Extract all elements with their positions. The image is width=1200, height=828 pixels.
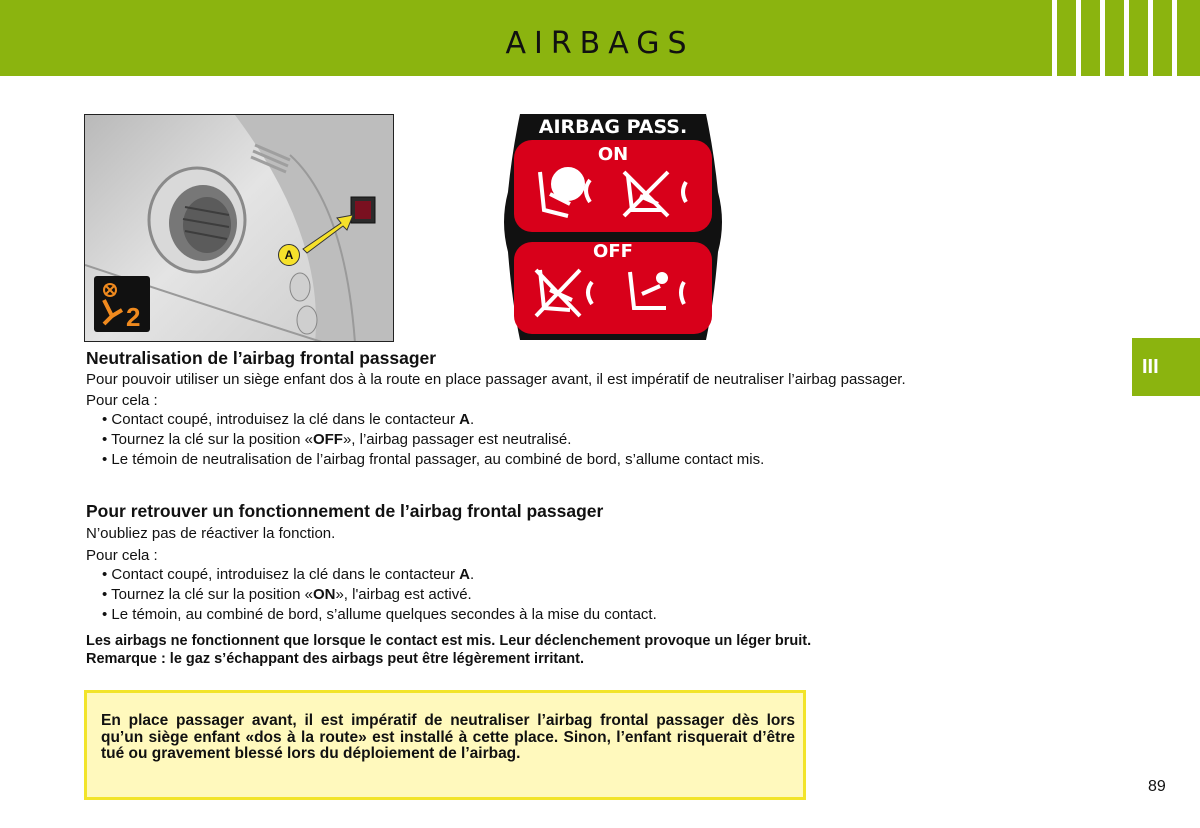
section-heading: Neutralisation de l’airbag frontal passager <box>86 348 437 368</box>
page-title: AIRBAGS <box>505 26 695 61</box>
airbag-off-2-icon <box>94 276 150 332</box>
pour-cela: Pour cela : <box>86 547 158 564</box>
list-item: • Contact coupé, introduisez la clé dans le contacteur A. <box>102 566 475 583</box>
badge-title: AIRBAG PASS. <box>538 116 688 138</box>
airbag-pass-badge <box>500 112 726 342</box>
list-item: • Le témoin, au combiné de bord, s’allume quelques secondes à la mise du contact. <box>102 606 657 623</box>
section-neutralisation <box>86 348 1121 470</box>
chapter-tab <box>1132 338 1200 396</box>
badge-off-label: OFF <box>593 241 633 262</box>
warning-box <box>84 690 806 800</box>
note-line: Les airbags ne fonctionnent que lorsque le contact est mis. Leur déclenchement provoque un léger bruit. <box>86 633 812 649</box>
section-heading: Pour retrouver un fonctionnement de l’airbag frontal passager <box>86 501 604 521</box>
section-intro: N’oubliez pas de réactiver la fonction. <box>86 525 336 542</box>
badge-on-label: ON <box>597 144 629 165</box>
callout-a <box>278 244 300 266</box>
list-item: • Tournez la clé sur la position «OFF», l’airbag passager est neutralisé. <box>102 431 572 448</box>
warning-text: En place passager avant, il est impératif de neutraliser l’airbag frontal passager dès lors qu’un siège enfant «dos à la route» est installé à cette place. Sinon, l’enfant risquerait d’être tué ou gravement blessé lors du déploiement de l’airbag. <box>101 712 795 762</box>
pour-cela: Pour cela : <box>86 392 158 409</box>
notes-block <box>86 632 1121 668</box>
section-reactivation <box>86 501 1121 625</box>
chapter-number: III <box>1142 356 1159 378</box>
svg-text:2: 2 <box>126 302 141 332</box>
list-item: • Le témoin de neutralisation de l’airbag frontal passager, au combiné de bord, s’allume contact mis. <box>102 451 765 468</box>
note-line: Remarque : le gaz s’échappant des airbags peut être légèrement irritant. <box>86 651 584 667</box>
header-bar <box>0 0 1200 76</box>
page-number: 89 <box>1148 778 1166 795</box>
list-item: • Tournez la clé sur la position «ON», l'airbag est activé. <box>102 586 472 603</box>
callout-label: A <box>284 248 294 262</box>
section-intro: Pour pouvoir utiliser un siège enfant dos à la route en place passager avant, il est impératif de neutraliser l’airbag passager. <box>86 371 906 388</box>
list-item: • Contact coupé, introduisez la clé dans le contacteur A. <box>102 411 475 428</box>
